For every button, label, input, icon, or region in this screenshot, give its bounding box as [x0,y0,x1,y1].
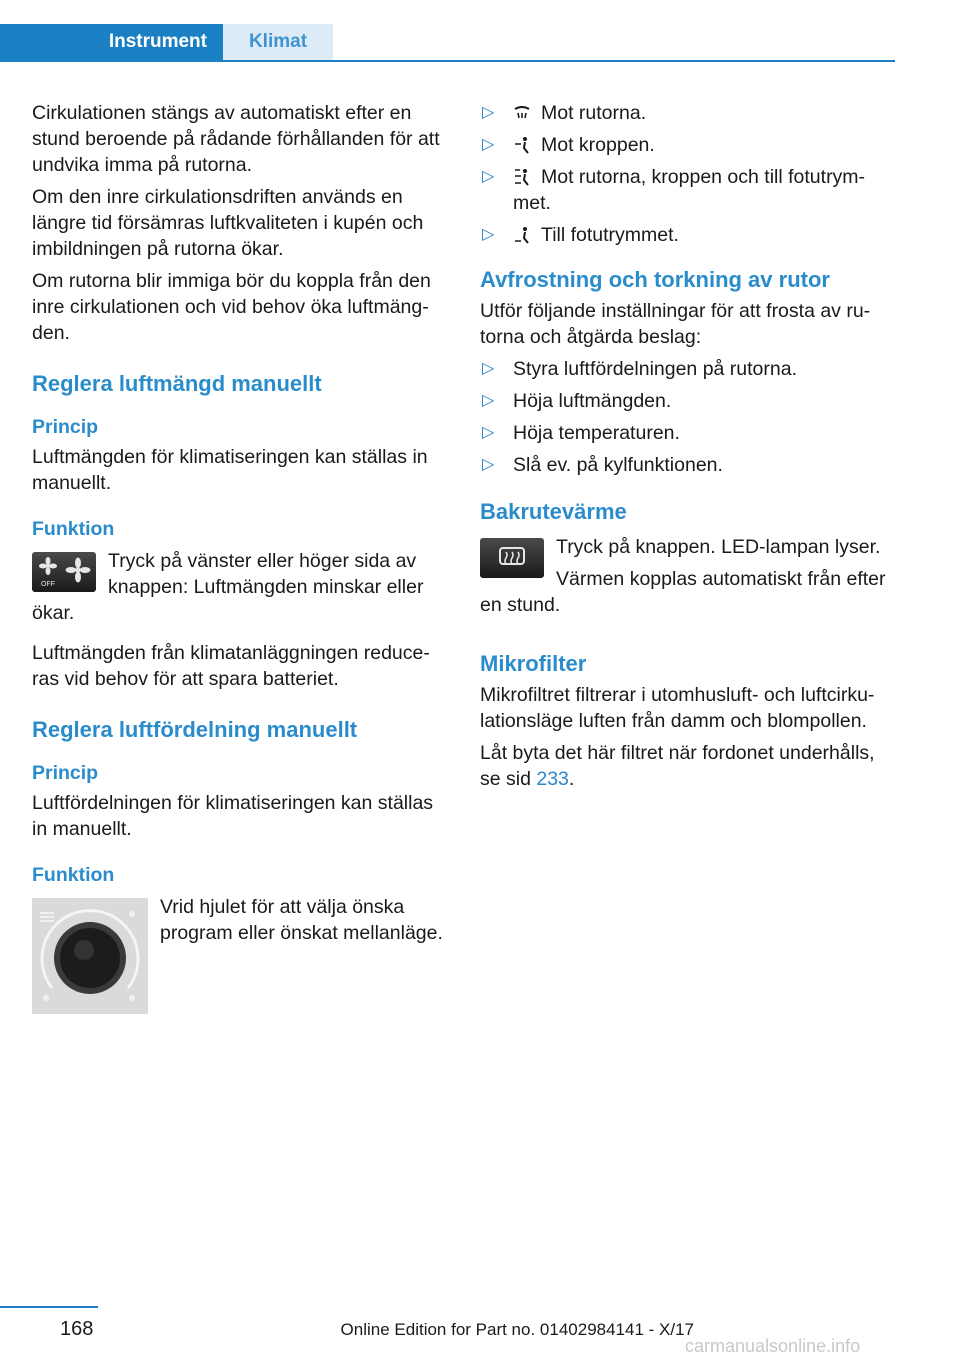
fan-icon [32,552,96,592]
list-item: ▷ Höja temperaturen. [482,422,680,444]
paragraph-recirculation-fog: Om rutorna blir immiga bör du koppla från den inre cirkulationen och vid behov öka luftmäng-den. [32,270,431,344]
body-airflow-icon [513,136,531,154]
paragraph-air-volume-function: Tryck på vänster eller höger sida av knappen: Luftmängden minskar eller ökar. [32,550,424,624]
list-item: ▷ Mot rutorna. [482,102,647,124]
footer-edition: Online Edition for Part no. 01402984141 - X/17 [340,1320,694,1339]
header-tabbar [0,24,895,62]
paragraph-rear-press: Tryck på knappen. LED-lampan lyser. [556,536,881,558]
list-item: ▷ Mot rutorna, kroppen och till fotutrym-met. [482,166,866,214]
triangle-bullet-icon: ▷ [482,104,495,121]
subheading-princip-1: Princip [32,416,99,438]
list-item: ▷ Mot kroppen. [482,134,655,156]
paragraph-recirculation-long: Om den inre cirkulationsdriften används en längre tid försämras luftkvaliteten i kupén och imbildningen på rutorna ökar. [32,186,424,260]
left-column [32,100,452,1020]
page-link-233[interactable]: 233 [536,768,569,790]
paragraph-distribution-function: Vrid hjulet för att välja önska program eller önskat mellanläge. [160,896,443,944]
tab-instrument[interactable]: Instrument [0,24,223,60]
heading-air-volume: Reglera luftmängd manuellt [32,371,322,396]
heading-microfilter: Mikrofilter [480,651,587,676]
paragraph-air-volume-principle: Luftmängden för klimatiseringen kan ställas in manuellt. [32,446,428,494]
list-item: ▷ Slå ev. på kylfunktionen. [482,454,723,476]
subheading-funktion-2: Funktion [32,864,115,886]
paragraph-air-volume-battery: Luftmängden från klimatanläggningen reduce-ras vid behov för att spara batteriet. [32,642,430,690]
list-item: ▷ Styra luftfördelningen på rutorna. [482,358,798,380]
footwell-airflow-icon [513,226,531,244]
distribution-dial-image [32,898,148,1014]
rear-defrost-icon [480,538,544,578]
paragraph-recirculation-auto: Cirkulationen stängs av automatiskt efter en stund beroende på rådande förhållanden för att undvika imma på rutorna. [32,102,440,176]
footer-divider [0,1306,98,1308]
triangle-bullet-icon: ▷ [482,360,495,377]
paragraph-filter-service: Låt byta det här filtret när fordonet underhålls, se sid 233. [480,742,875,790]
subheading-funktion-1: Funktion [32,518,115,540]
paragraph-defrost-intro: Utför följande inställningar för att frosta av ru-torna och åtgärda beslag: [480,300,871,348]
triangle-bullet-icon: ▷ [482,226,495,243]
triangle-bullet-icon: ▷ [482,424,495,441]
heading-defrost: Avfrostning och torkning av rutor [480,267,830,292]
triangle-bullet-icon: ▷ [482,392,495,409]
all-zones-airflow-icon [513,168,531,186]
tab-klimat[interactable]: Klimat [223,24,333,60]
right-column [480,100,900,798]
defrost-steps-list [480,356,900,478]
windshield-airflow-icon [513,104,531,122]
list-item: ▷ Höja luftmängden. [482,390,672,412]
paragraph-distribution-principle: Luftfördelningen för klimatiseringen kan ställas in manuellt. [32,792,434,840]
watermark: carmanualsonline.info [685,1336,861,1356]
distribution-list [480,100,900,248]
rear-window-button-image [480,538,544,578]
page-number: 168 [60,1318,94,1340]
list-item: ▷ Till fotutrymmet. [482,224,679,246]
paragraph-filter-function: Mikrofiltret filtrerar i utomhusluft- och luftcirku-lationsläge luften från damm och blompollen. [480,684,875,732]
triangle-bullet-icon: ▷ [482,168,495,185]
heading-air-distribution: Reglera luftfördelning manuellt [32,717,358,742]
dial-icon [32,898,148,1014]
triangle-bullet-icon: ▷ [482,136,495,153]
triangle-bullet-icon: ▷ [482,456,495,473]
svg-text:OFF: OFF [41,581,55,588]
heading-rear-heating: Bakrutevärme [480,499,627,524]
subheading-princip-2: Princip [32,762,99,784]
paragraph-rear-auto-off: Värmen kopplas automatiskt från efter en stund. [480,568,886,616]
fan-button-image [32,552,96,592]
